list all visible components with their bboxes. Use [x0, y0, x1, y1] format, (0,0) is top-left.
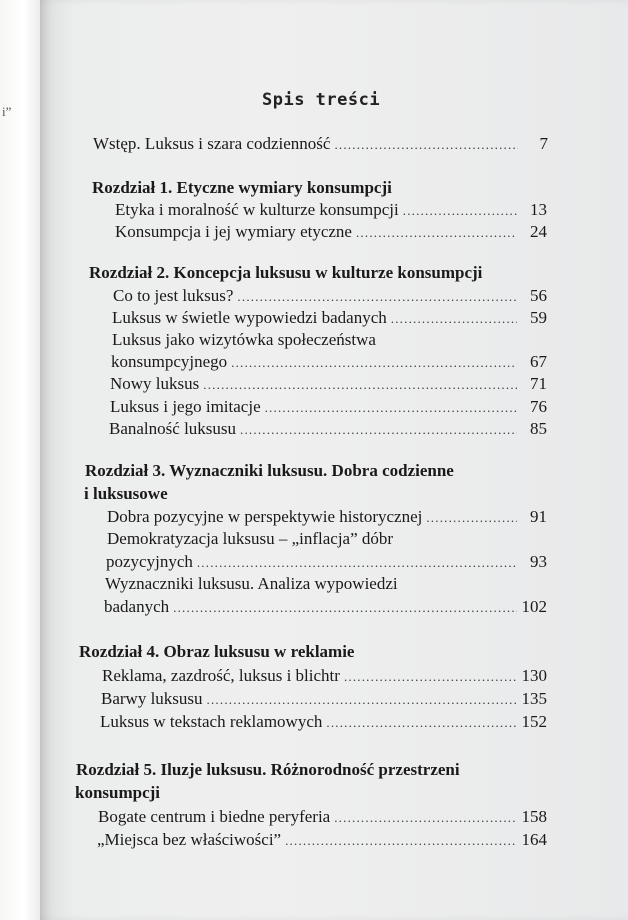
toc-page-number: 56: [530, 286, 547, 305]
previous-page-text: i”: [2, 104, 12, 119]
toc-page-number: 102: [521, 597, 547, 616]
toc-entry: [115, 221, 547, 244]
toc-entry-label: Luksus w tekstach reklamowych: [100, 712, 323, 731]
toc-page-number: 67: [530, 352, 547, 371]
toc-page-number: 130: [521, 666, 547, 685]
toc-entry: [110, 373, 547, 396]
dot-leader: [285, 830, 517, 852]
toc-entry-label: Nowy luksus: [110, 374, 200, 393]
toc-page-number: 164: [521, 830, 547, 849]
dot-leader: [207, 689, 517, 711]
chapter-3-heading: Rozdział 3. Wyznaczniki luksusu. Dobra codzienne: [85, 461, 454, 480]
toc-entry-label: Reklama, zazdrość, luksus i blichtr: [102, 666, 340, 685]
dot-leader: [426, 507, 517, 529]
toc-entry-label: konsumpcyjnego: [111, 352, 228, 371]
dot-leader: [403, 200, 517, 222]
dot-leader: [334, 134, 518, 156]
toc-entry-label: pozycyjnych: [106, 552, 193, 571]
toc-page-number: 71: [530, 374, 547, 393]
toc-entry-first-line: Luksus jako wizytówka społeczeństwa: [112, 330, 376, 349]
chapter-1-heading: Rozdział 1. Etyczne wymiary konsumpcji: [92, 178, 392, 197]
toc-entry-label: Co to jest luksus?: [113, 286, 234, 305]
toc-entry: [112, 307, 547, 330]
toc-entry: [101, 688, 547, 711]
page-title: Spis treści: [262, 90, 381, 110]
dot-leader: [240, 419, 517, 441]
toc-entry-intro: [93, 133, 548, 156]
toc-page-number: 135: [521, 689, 547, 708]
toc-entry-label: Wstęp. Luksus i szara codzienność: [93, 134, 331, 153]
dot-leader: [391, 308, 517, 330]
toc-entry-first-line: Demokratyzacja luksusu – „inflacja” dóbr: [107, 529, 394, 548]
toc-page-number: 13: [530, 200, 547, 219]
toc-entry: [107, 506, 547, 529]
toc-entry-label: Bogate centrum i biedne peryferia: [98, 807, 331, 826]
toc-entry: [102, 665, 547, 688]
toc-entry: [115, 199, 547, 222]
toc-entry-label: Luksus i jego imitacje: [110, 397, 261, 416]
toc-page-number: 76: [530, 397, 547, 416]
dot-leader: [265, 397, 517, 419]
toc-entry-first-line: Wyznaczniki luksusu. Analiza wypowiedzi: [105, 574, 398, 593]
dot-leader: [326, 712, 517, 734]
dot-leader: [203, 374, 517, 396]
toc-entry-label: „Miejsca bez właściwości”: [97, 830, 282, 849]
toc-entry: [110, 396, 547, 419]
toc-page-number: 7: [539, 134, 548, 153]
toc-entry: [113, 285, 547, 308]
toc-entry-label: badanych: [104, 597, 170, 616]
toc-entry: [109, 418, 547, 441]
dot-leader: [344, 666, 517, 688]
toc-page-number: 85: [530, 419, 547, 438]
toc-page-number: 93: [530, 552, 547, 571]
chapter-2-heading: Rozdział 2. Koncepcja luksusu w kulturze konsumpcji: [89, 263, 483, 282]
toc-page-number: 59: [530, 308, 547, 327]
toc-entry: [106, 551, 547, 574]
toc-entry-label: Etyka i moralność w kulturze konsumpcji: [115, 200, 399, 219]
toc-page-number: 158: [521, 807, 547, 826]
toc-entry-label: Barwy luksusu: [101, 689, 203, 708]
dot-leader: [237, 286, 517, 308]
dot-leader: [197, 552, 517, 574]
toc-entry-label: Dobra pozycyjne w perspektywie historycznej: [107, 507, 423, 526]
chapter-4-heading: Rozdział 4. Obraz luksusu w reklamie: [79, 642, 355, 661]
dot-leader: [173, 597, 517, 619]
toc-entry: [104, 596, 547, 619]
toc-entry-label: Luksus w świetle wypowiedzi badanych: [112, 308, 387, 327]
toc-page-number: 152: [521, 712, 547, 731]
toc-entry-label: Konsumpcja i jej wymiary etyczne: [115, 222, 352, 241]
chapter-3-heading-continued: i luksusowe: [84, 484, 168, 503]
toc-entry: [111, 351, 547, 374]
chapter-5-heading-continued: konsumpcji: [75, 783, 161, 802]
dot-leader: [334, 807, 517, 829]
dot-leader: [231, 352, 517, 374]
toc-page-number: 24: [530, 222, 547, 241]
chapter-5-heading: Rozdział 5. Iluzje luksusu. Różnorodność przestrzeni: [76, 760, 460, 779]
toc-entry: [97, 829, 547, 852]
toc-entry: [98, 806, 547, 829]
dot-leader: [356, 222, 517, 244]
toc-page-number: 91: [530, 507, 547, 526]
toc-entry: [100, 711, 547, 734]
toc-entry-label: Banalność luksusu: [109, 419, 237, 438]
